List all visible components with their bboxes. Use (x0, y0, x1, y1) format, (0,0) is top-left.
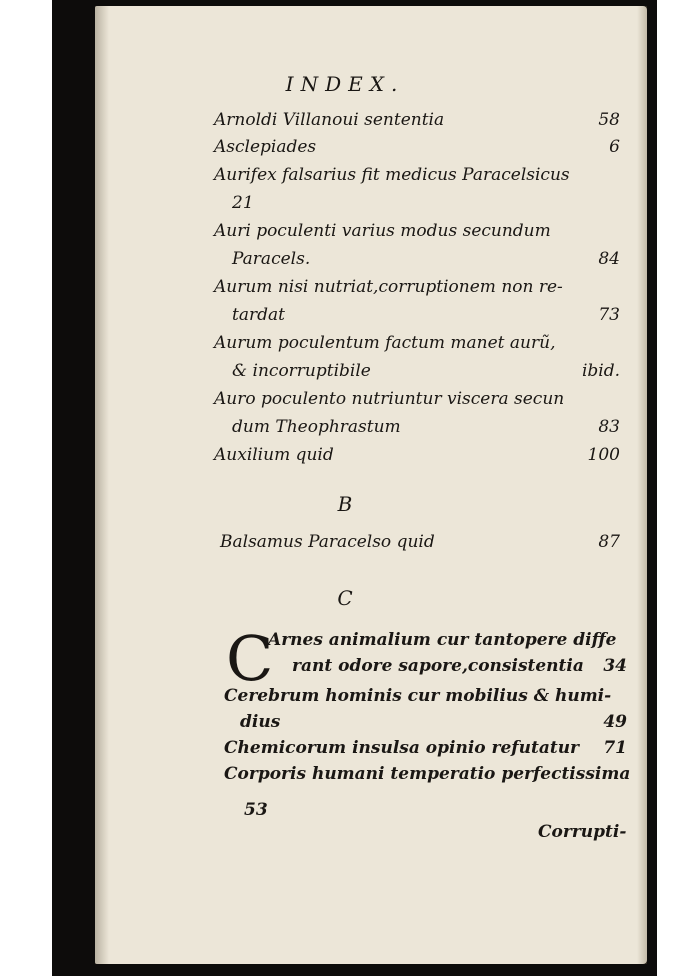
index-entry: Corporis humani temperatio perfectissima (224, 764, 631, 784)
entry-continuation: tardat (232, 305, 285, 325)
entry-page: 58 (598, 110, 620, 130)
entry-continuation: dius (240, 712, 281, 732)
entry-page: 83 (598, 417, 620, 437)
entry-continuation: & incorruptibile (232, 361, 371, 381)
page-edge (637, 6, 647, 964)
entry-page: 87 (598, 532, 620, 552)
section-letter-b: B (337, 492, 353, 516)
index-entry: Arnoldi Villanoui sententia (214, 110, 445, 130)
index-entry: Aurum nisi nutriat,corruptionem non re- (214, 277, 563, 297)
section-letter-c: C (337, 586, 353, 610)
index-entry: Aurum poculentum factum manet aurũ, (214, 333, 556, 353)
entry-page: 71 (603, 738, 627, 758)
index-entry: Arnes animalium cur tantopere diffe (268, 630, 617, 650)
entry-continuation: rant odore sapore,consistentia (292, 656, 584, 676)
entry-continuation: 53 (244, 800, 268, 820)
entry-page: 6 (609, 137, 620, 157)
entry-page: 73 (598, 305, 620, 325)
index-entry: Auri poculenti varius modus secundum (214, 221, 551, 241)
entry-continuation: 21 (232, 193, 254, 213)
index-entry: Asclepiades (214, 137, 317, 157)
entry-continuation: dum Theophrastum (232, 417, 401, 437)
index-entry: Chemicorum insulsa opinio refutatur (224, 738, 580, 758)
index-entry: Auxilium quid (214, 445, 334, 465)
page-header: INDEX. (285, 72, 405, 96)
entry-continuation: Paracels. (232, 249, 311, 269)
entry-page: 84 (598, 249, 620, 269)
entry-page: 49 (603, 712, 627, 732)
index-entry: Balsamus Paracelso quid (220, 532, 435, 552)
entry-page: 34 (603, 656, 627, 676)
catchword: Corrupti- (538, 822, 627, 842)
index-entry: Aurifex falsarius fit medicus Paracelsicus (214, 165, 570, 185)
page-gutter-shadow (95, 6, 109, 964)
drop-capital: C (226, 622, 274, 695)
entry-page: 100 (587, 445, 620, 465)
entry-page: ibid. (581, 361, 620, 381)
index-entry: Cerebrum hominis cur mobilius & humi- (224, 686, 612, 706)
index-entry: Auro poculento nutriuntur viscera secun (214, 389, 565, 409)
